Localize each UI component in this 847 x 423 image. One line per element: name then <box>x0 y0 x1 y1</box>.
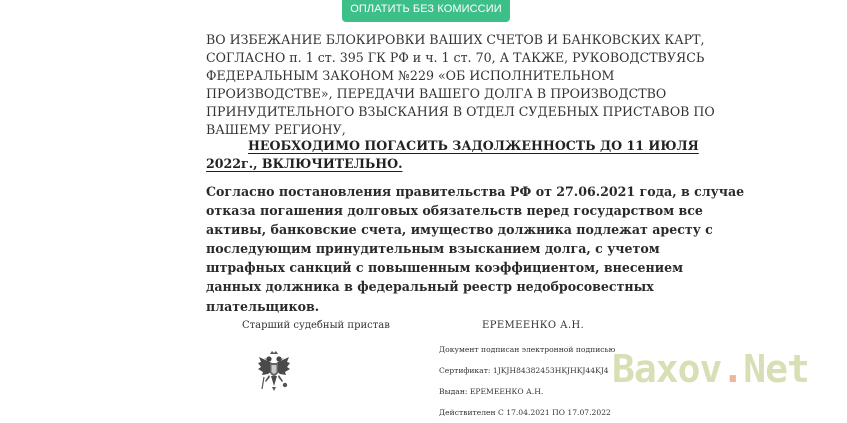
deadline-line: НЕОБХОДИМО ПОГАСИТЬ ЗАДОЛЖЕННОСТЬ ДО 11 ИЮЛЯ <box>248 138 699 153</box>
electronic-signature-block <box>439 339 619 423</box>
watermark-part: Baxov <box>612 347 722 391</box>
bailiff-title: Старший судебный пристав <box>242 320 390 331</box>
pay-without-commission-button[interactable]: ОПЛАТИТЬ БЕЗ КОМИССИИ <box>342 0 510 22</box>
notice-line: ВО ИЗБЕЖАНИЕ БЛОКИРОВКИ ВАШИХ СЧЕТОВ И БАНКОВСКИХ КАРТ, <box>206 32 705 47</box>
notice-line: ВАШЕМУ РЕГИОНУ, <box>206 121 346 137</box>
paragraph-line: последующим принудительным взысканием долга, с учетом <box>206 241 660 257</box>
signature-line: Сертификат: 1JKJH84382453HKJHKJ44KJ4 <box>439 366 609 375</box>
double-headed-eagle-emblem-icon <box>256 349 292 393</box>
paragraph-line: данных должника в федеральный реестр недобросовестных <box>206 279 654 295</box>
paragraph-line: Согласно постановления правительства РФ от 27.06.2021 года, в случае <box>206 184 745 199</box>
paragraph-line: плательщиков. <box>206 298 320 314</box>
paragraph-line: активы, банковские счета, имущество должника подлежат аресту с <box>206 222 713 238</box>
bailiff-name: ЕРЕМЕЕНКО А.Н. <box>482 320 585 331</box>
signature-line: Выдан: ЕРЕМЕЕНКО А.Н. <box>439 387 544 396</box>
baxov-watermark <box>612 347 809 391</box>
watermark-dot: . <box>721 347 744 391</box>
paragraph-line: отказа погашения долговых обязательств перед государством все <box>206 203 703 219</box>
watermark-part: Net <box>743 347 809 391</box>
legal-paragraph <box>206 182 745 316</box>
notice-line: ФЕДЕРАЛЬНЫМ ЗАКОНОМ №229 «ОБ ИСПОЛНИТЕЛЬНОМ <box>206 67 615 83</box>
signature-line: Документ подписан электронной подписью <box>439 345 616 354</box>
notice-line: СОГЛАСНО п. 1 ст. 395 ГК РФ и ч. 1 ст. 70, А ТАКЖЕ, РУКОВОДСТВУЯСЬ <box>206 49 705 65</box>
notice-text <box>206 31 715 138</box>
notice-line: ПРОИЗВОДСТВЕ», ПЕРЕДАЧИ ВАШЕГО ДОЛГА В ПРОИЗВОДСТВО <box>206 85 667 101</box>
notice-line: ПРИНУДИТЕЛЬНОГО ВЗЫСКАНИЯ В ОТДЕЛ СУДЕБНЫХ ПРИСТАВОВ ПО <box>206 103 715 119</box>
paragraph-line: штрафных санкций с повышенным коэффициентом, внесением <box>206 260 684 276</box>
deadline-line: 2022г., ВКЛЮЧИТЕЛЬНО. <box>206 156 403 171</box>
deadline-warning <box>206 137 699 173</box>
signature-line: Действителен С 17.04.2021 ПО 17.07.2022 <box>439 408 611 417</box>
